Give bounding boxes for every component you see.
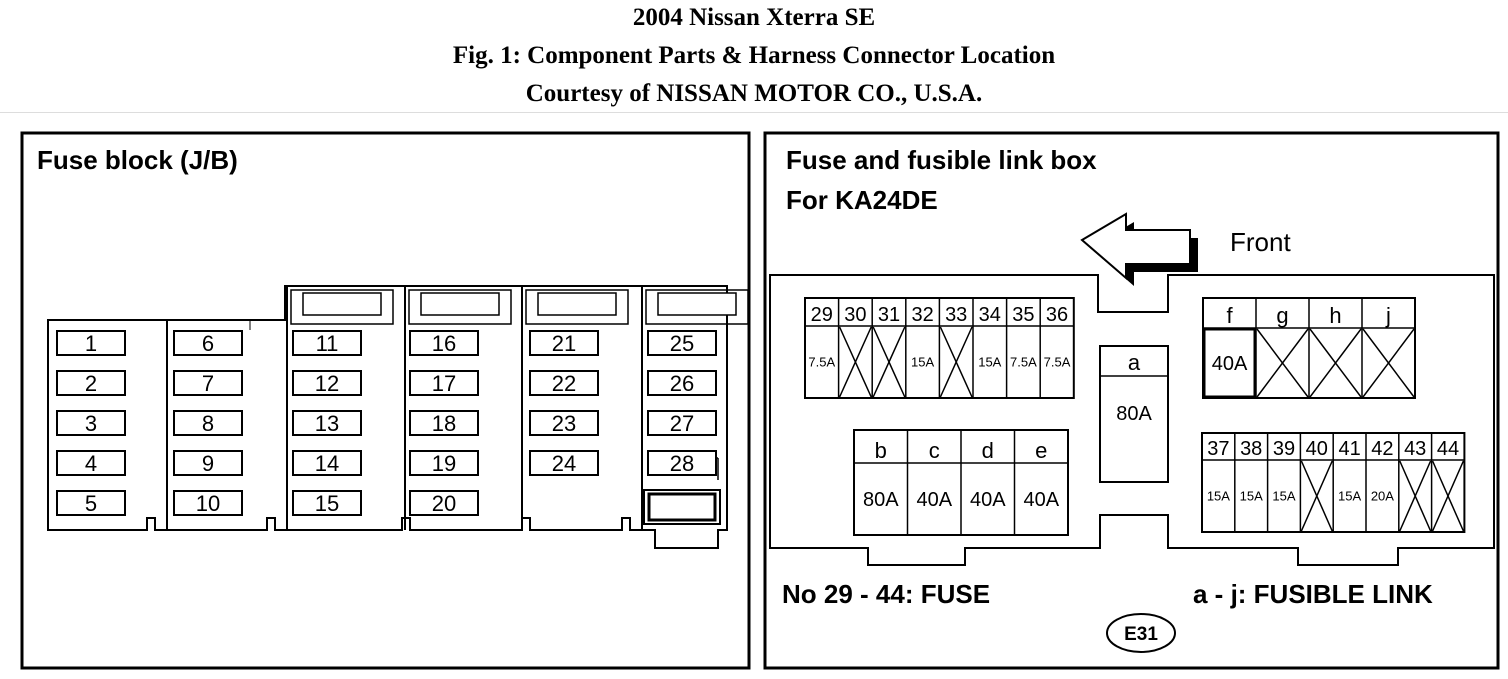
fuse-number: 32 <box>911 304 934 326</box>
fuse-rating: 15A <box>911 354 935 370</box>
fuse-number: 41 <box>1338 438 1361 460</box>
fuse-number: 38 <box>1240 438 1263 460</box>
fuse-number: 36 <box>1045 304 1069 326</box>
fuse-number: 2 <box>84 371 98 396</box>
fuse-number: 22 <box>551 371 577 396</box>
fuse-number: 20 <box>431 491 457 516</box>
fuse-number: 12 <box>314 371 340 396</box>
relay-slot <box>421 293 499 315</box>
fuse-legend: No 29 - 44: FUSE <box>782 579 991 609</box>
fuse-rating: 15A <box>1239 488 1263 504</box>
fuse-number: 24 <box>551 451 577 476</box>
fuse-rating: 15A <box>1206 488 1230 504</box>
fuse-number: 18 <box>431 411 457 436</box>
fusible-link-legend: a - j: FUSIBLE LINK <box>1193 579 1433 609</box>
fuse-number: 26 <box>669 371 695 396</box>
fuse-number: 16 <box>431 331 457 356</box>
link-letter: h <box>1329 303 1342 328</box>
fuse-number: 30 <box>844 304 867 326</box>
fuse-number: 39 <box>1272 438 1296 460</box>
fuse-number: 8 <box>201 411 215 436</box>
fuse-number: 5 <box>84 491 98 516</box>
fuse-rating: 15A <box>1272 488 1296 504</box>
link-rating: 40A <box>916 489 953 512</box>
fuse-number: 13 <box>314 411 340 436</box>
front-label: Front <box>1230 227 1291 257</box>
fuse-number: 15 <box>314 491 340 516</box>
fuse-number: 3 <box>84 411 98 436</box>
fuse-rating: 7.5A <box>1043 354 1071 370</box>
fuse-rating: 15A <box>1338 488 1362 504</box>
fuse-number: 4 <box>84 451 98 476</box>
figure-courtesy: Courtesy of NISSAN MOTOR CO., U.S.A. <box>525 80 983 107</box>
link-rating: 40A <box>1023 489 1060 512</box>
link-letter: j <box>1386 303 1391 328</box>
fuse-number: 23 <box>551 411 577 436</box>
fuse-link-box-title: Fuse and fusible link box <box>786 145 1097 175</box>
link-letter: a <box>1127 350 1141 375</box>
fuse-rating: 15A <box>978 354 1002 370</box>
fuse-number: 40 <box>1305 438 1328 460</box>
fuse-block-title: Fuse block (J/B) <box>37 145 238 175</box>
fuse-number: 25 <box>669 331 695 356</box>
link-rating: 40A <box>1211 353 1248 376</box>
fuse-number: 17 <box>431 371 457 396</box>
fuse-number: 33 <box>945 304 968 326</box>
link-letter: c <box>928 438 940 463</box>
fuse-number: 27 <box>669 411 695 436</box>
fuse-number: 42 <box>1371 438 1394 460</box>
link-letter: g <box>1276 303 1289 328</box>
link-letter: b <box>874 438 887 463</box>
relay-slot <box>538 293 616 315</box>
fuse-number: 44 <box>1436 438 1460 460</box>
fuse-number: 31 <box>877 304 901 326</box>
relay-slot <box>658 293 736 315</box>
fuse-block-panel <box>22 133 749 668</box>
fuse-rating: 7.5A <box>808 354 836 370</box>
connector-id: E31 <box>1124 624 1158 645</box>
fuse-number: 6 <box>201 331 215 356</box>
fuse-number: 28 <box>669 451 695 476</box>
engine-label: For KA24DE <box>786 185 938 215</box>
fuse-number: 29 <box>810 304 833 326</box>
link-rating: 80A <box>862 489 899 512</box>
fuse-number: 19 <box>431 451 457 476</box>
fuse-number: 34 <box>978 304 1001 326</box>
fuse-number: 14 <box>314 451 340 476</box>
link-rating: 80A <box>1116 403 1152 425</box>
figure-caption: Fig. 1: Component Parts & Harness Connector Location <box>452 42 1056 69</box>
fuse-slot <box>649 494 715 520</box>
figure-vehicle-title: 2004 Nissan Xterra SE <box>632 4 876 31</box>
fuse-number: 43 <box>1404 438 1427 460</box>
link-rating: 40A <box>969 489 1006 512</box>
fuse-number: 35 <box>1012 304 1035 326</box>
fuse-number: 21 <box>551 331 577 356</box>
fuse-number: 7 <box>201 371 215 396</box>
link-letter: f <box>1226 303 1233 328</box>
link-letter: e <box>1035 438 1048 463</box>
link-letter: d <box>981 438 994 463</box>
fuse-number: 1 <box>84 331 98 356</box>
relay-slot <box>303 293 381 315</box>
fuse-number: 9 <box>201 451 215 476</box>
fuse-rating: 20A <box>1370 488 1394 504</box>
fuse-number: 10 <box>195 491 221 516</box>
fuse-rating: 7.5A <box>1010 354 1037 370</box>
fuse-number: 37 <box>1207 438 1230 460</box>
fuse-number: 11 <box>315 331 339 356</box>
